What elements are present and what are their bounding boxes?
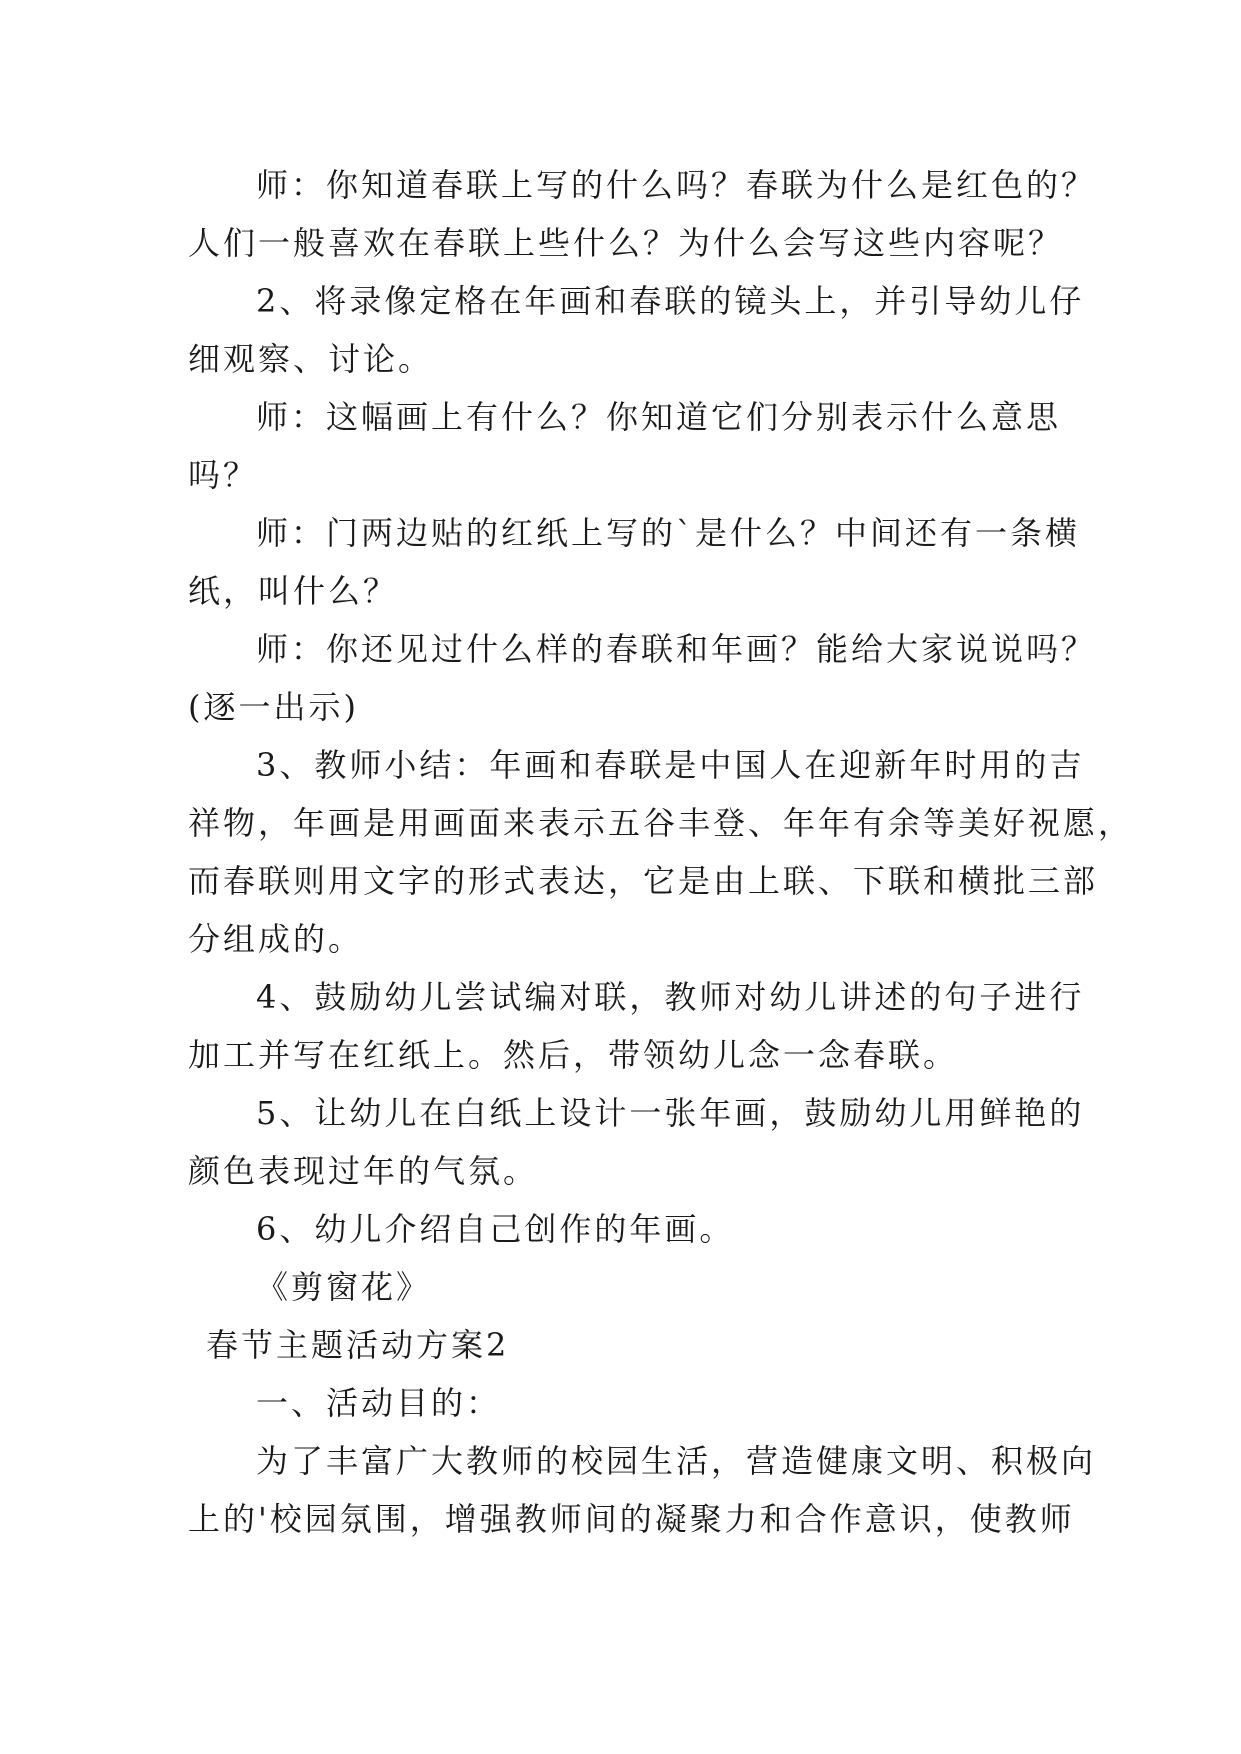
- text-line: 3、教师小结：年画和春联是中国人在迎新年时用的吉: [256, 746, 1085, 784]
- text-line: 吗？: [188, 456, 259, 494]
- section-title: 春节主题活动方案2: [206, 1326, 510, 1364]
- text-line: 人们一般喜欢在春联上些什么？为什么会写这些内容呢？: [188, 224, 1064, 262]
- text-line: 6、幼儿介绍自己创作的年画。: [256, 1210, 735, 1248]
- text-line: 纸，叫什么？: [188, 572, 399, 610]
- text-line: 加工并写在红纸上。然后，带领幼儿念一念春联。: [188, 1036, 959, 1074]
- text-line: 细观察、讨论。: [188, 340, 434, 378]
- text-line: 2、将录像定格在年画和春联的镜头上，并引导幼儿仔: [256, 282, 1085, 320]
- text-line: 师：你知道春联上写的什么吗？春联为什么是红色的？: [256, 166, 1097, 204]
- text-line: 上的'校园氛围，增强教师间的凝聚力和合作意识，使教师: [188, 1500, 1075, 1538]
- text-line: 师：这幅画上有什么？你知道它们分别表示什么意思: [256, 398, 1062, 436]
- text-line: 师：你还见过什么样的春联和年画？能给大家说说吗？: [256, 630, 1097, 668]
- text-line: 而春联则用文字的形式表达，它是由上联、下联和横批三部: [188, 862, 1099, 900]
- text-line: 4、鼓励幼儿尝试编对联，教师对幼儿讲述的句子进行: [256, 978, 1085, 1016]
- text-line: 祥物，年画是用画面来表示五谷丰登、年年有余等美好祝愿，: [188, 804, 1134, 842]
- text-line: 师：门两边贴的红纸上写的`是什么？中间还有一条横: [256, 514, 1081, 552]
- text-line: 为了丰富广大教师的校园生活，营造健康文明、积极向: [256, 1442, 1097, 1480]
- section-heading: 一、活动目的：: [256, 1384, 502, 1422]
- text-line: 5、让幼儿在白纸上设计一张年画，鼓励幼儿用鲜艳的: [256, 1094, 1085, 1132]
- text-line: (逐一出示): [188, 688, 359, 726]
- text-line: 颜色表现过年的气氛。: [188, 1152, 539, 1190]
- text-line: 分组成的。: [188, 920, 364, 958]
- section-heading: 《剪窗花》: [256, 1268, 432, 1306]
